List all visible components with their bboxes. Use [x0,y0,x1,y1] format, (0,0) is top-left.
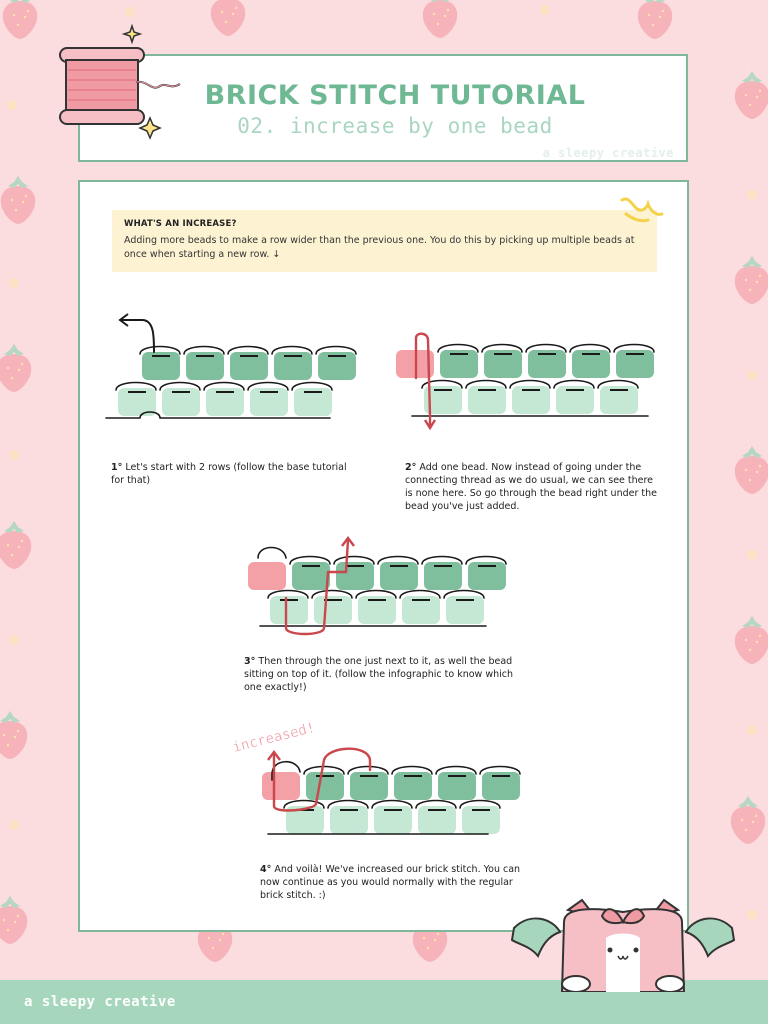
step-number: 2° [405,462,417,473]
diagram-step-4 [228,710,528,840]
step-2-caption [405,461,660,513]
step-text: Let's start with 2 rows (follow the base tutorial for that) [111,462,347,486]
increased-annotation: increased! [231,719,317,756]
step-3-caption [244,655,519,694]
step-text: Add one bead. Now instead of going under the connecting thread as we do usual, we can see there is none here. So go through the bead right under the bead you've just added. [405,462,657,512]
bead-added [262,772,300,800]
squiggle-decoration [618,194,668,234]
step-number: 3° [244,656,256,667]
step-number: 4° [260,864,272,875]
thread-spool-icon [48,20,198,140]
page-title: BRICK STITCH TUTORIAL [204,80,586,111]
info-text: Adding more beads to make a row wider than the previous one. You do this by picking up multiple beads at once when starting a new row. ↓ [124,235,635,260]
info-heading: WHAT'S AN INCREASE? [124,219,237,229]
footer-brand: a sleepy creative [24,994,176,1010]
step-4-caption [260,863,525,902]
page-subtitle: 02. increase by one bead [237,114,553,138]
title-watermark: a sleepy creative [542,146,674,160]
bead-added [248,562,286,590]
diagram-step-1 [100,306,370,436]
step-text: Then through the one just next to it, as well the bead sitting on top of it. (follow the infographic to know which one exactly!) [244,656,513,693]
step-1-caption [111,461,351,487]
thread-top [258,548,286,559]
step-text: And voilà! We've increased our brick stitch. You can now continue as you would normally with the regular brick stitch. :) [260,864,521,901]
diagram-step-2 [388,330,668,440]
cat-mascot-icon [508,892,738,992]
diagram-step-3 [236,532,516,644]
info-callout [112,210,657,272]
step-number: 1° [111,462,123,473]
